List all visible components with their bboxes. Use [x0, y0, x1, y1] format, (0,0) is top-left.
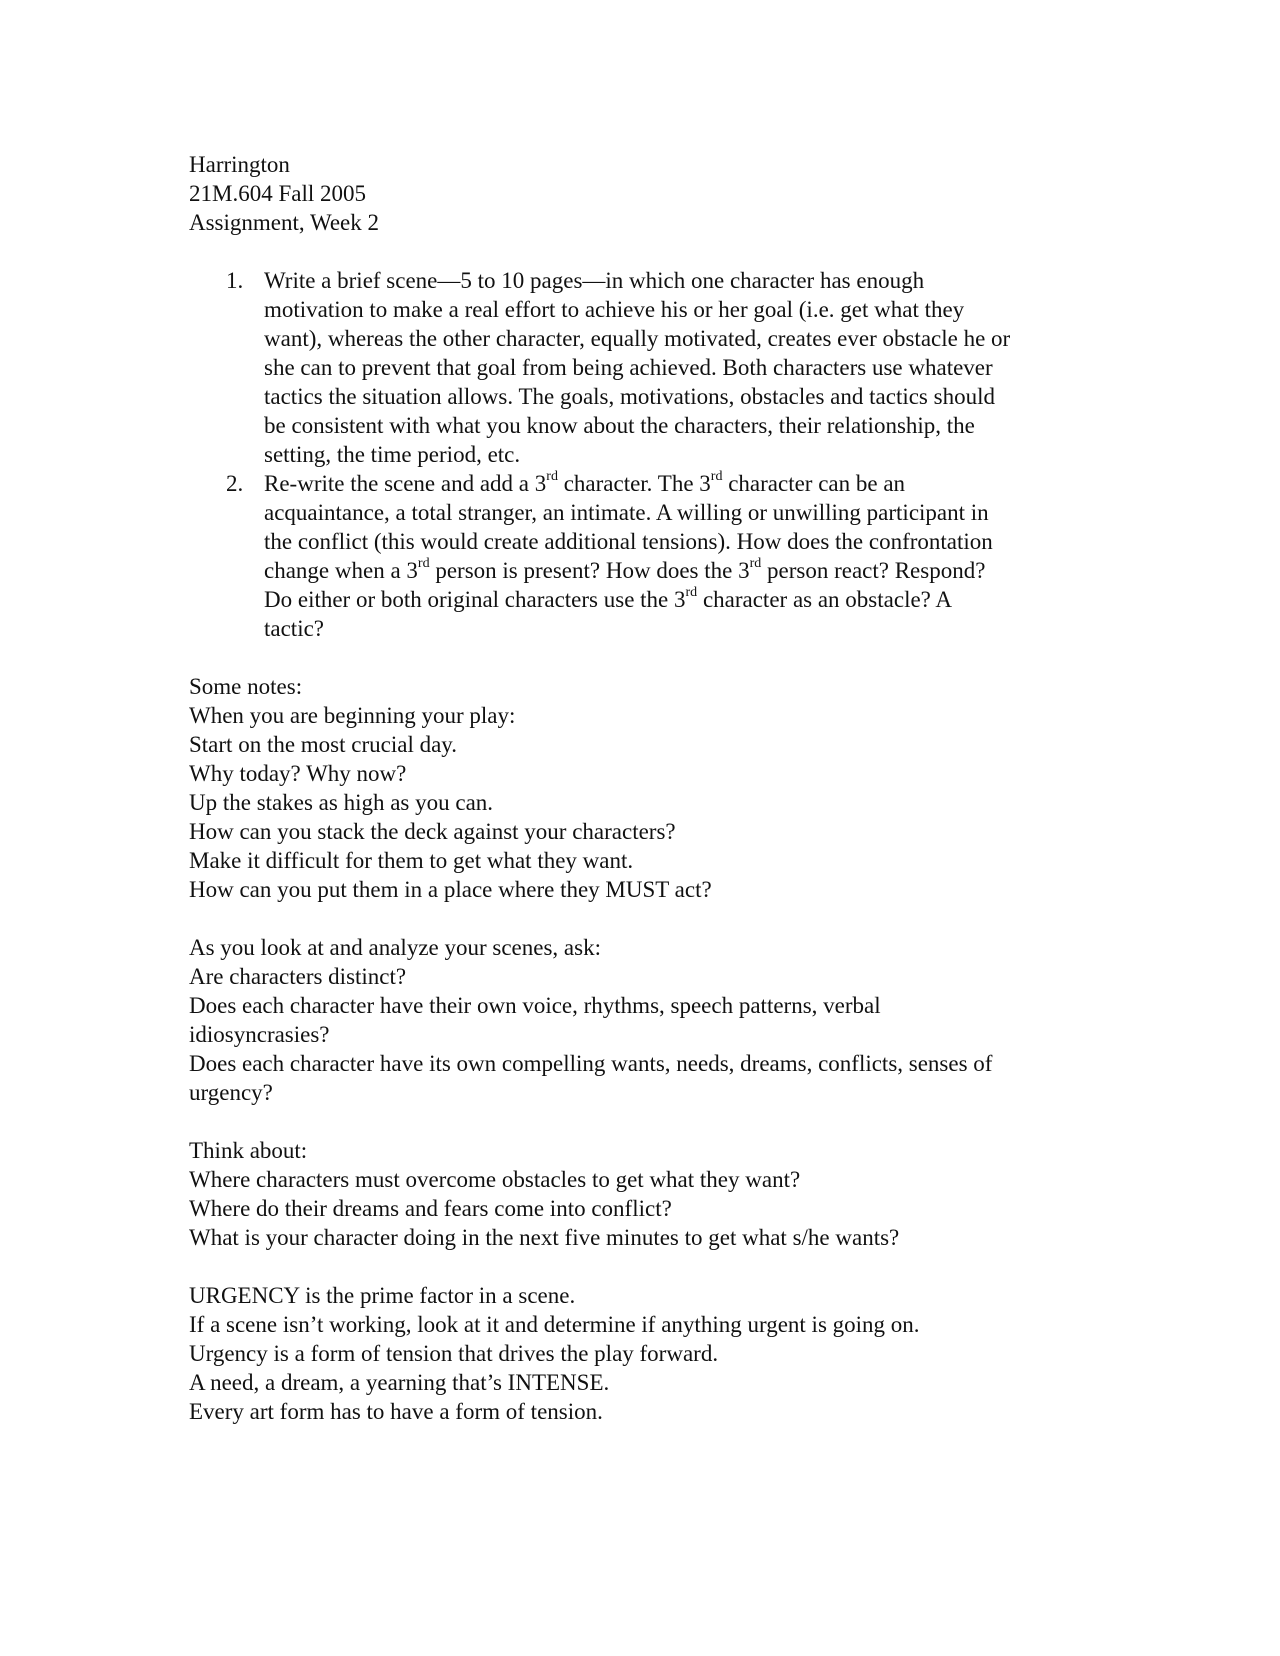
spacer	[189, 1252, 1089, 1281]
notes-line: How can you put them in a place where they MUST act?	[189, 877, 712, 902]
analyze-section	[189, 933, 1089, 1107]
task-line: be consistent with what you know about the characters, their relationship, the	[264, 413, 975, 438]
task-number: 1.	[226, 268, 244, 293]
notes-line: Start on the most crucial day.	[189, 732, 458, 757]
task-line: Do either or both original characters use the 3rd character as an obstacle? A	[264, 585, 952, 612]
task-line: tactic?	[264, 616, 325, 641]
urgency-section	[189, 1281, 1089, 1426]
urgency-line: Urgency is a form of tension that drives the play forward.	[189, 1341, 719, 1366]
notes-line: How can you stack the deck against your characters?	[189, 819, 676, 844]
analyze-line: Does each character have their own voice, rhythms, speech patterns, verbal	[189, 993, 881, 1018]
task-item-1	[189, 266, 1089, 469]
task-line: want), whereas the other character, equally motivated, creates ever obstacle he or	[264, 326, 1011, 351]
analyze-line: idiosyncrasies?	[189, 1022, 330, 1047]
notes-heading: Some notes:	[189, 674, 303, 699]
spacer	[189, 1107, 1089, 1136]
think-line: Where do their dreams and fears come into conflict?	[189, 1196, 672, 1221]
think-heading: Think about:	[189, 1138, 308, 1163]
notes-line: When you are beginning your play:	[189, 703, 516, 728]
spacer	[189, 904, 1089, 933]
urgency-line: URGENCY is the prime factor in a scene.	[189, 1283, 576, 1308]
notes-section	[189, 672, 1089, 904]
assignment-title: Assignment, Week 2	[189, 210, 380, 235]
document-page	[189, 150, 1089, 1426]
urgency-line: Every art form has to have a form of tension.	[189, 1399, 603, 1424]
task-line: she can to prevent that goal from being achieved. Both characters use whatever	[264, 355, 993, 380]
task-line: motivation to make a real effort to achieve his or her goal (i.e. get what they	[264, 297, 965, 322]
analyze-line: Does each character have its own compelling wants, needs, dreams, conflicts, senses of	[189, 1051, 993, 1076]
task-list	[189, 266, 1089, 643]
urgency-line: If a scene isn’t working, look at it and determine if anything urgent is going on.	[189, 1312, 920, 1337]
document-header	[189, 150, 1089, 237]
task-line: Re-write the scene and add a 3rd character. The 3rd character can be an	[264, 469, 906, 496]
think-section	[189, 1136, 1089, 1252]
author-name: Harrington	[189, 152, 290, 177]
task-item-2	[189, 469, 1089, 643]
task-number: 2.	[226, 471, 244, 496]
urgency-line: A need, a dream, a yearning that’s INTENSE.	[189, 1370, 610, 1395]
notes-line: Make it difficult for them to get what they want.	[189, 848, 634, 873]
think-line: Where characters must overcome obstacles to get what they want?	[189, 1167, 801, 1192]
spacer	[189, 237, 1089, 266]
notes-line: Up the stakes as high as you can.	[189, 790, 494, 815]
task-line: tactics the situation allows. The goals, motivations, obstacles and tactics should	[264, 384, 995, 409]
think-line: What is your character doing in the next five minutes to get what s/he wants?	[189, 1225, 900, 1250]
analyze-line: urgency?	[189, 1080, 273, 1105]
notes-line: Why today? Why now?	[189, 761, 407, 786]
task-line: the conflict (this would create additional tensions). How does the confrontation	[264, 529, 993, 554]
task-line: acquaintance, a total stranger, an intimate. A willing or unwilling participant in	[264, 500, 989, 525]
task-line: Write a brief scene—5 to 10 pages—in which one character has enough	[264, 268, 925, 293]
analyze-heading: As you look at and analyze your scenes, ask:	[189, 935, 601, 960]
task-line: change when a 3rd person is present? How does the 3rd person react? Respond?	[264, 556, 986, 583]
task-line: setting, the time period, etc.	[264, 442, 521, 467]
course-info: 21M.604 Fall 2005	[189, 181, 366, 206]
spacer	[189, 643, 1089, 672]
analyze-line: Are characters distinct?	[189, 964, 407, 989]
